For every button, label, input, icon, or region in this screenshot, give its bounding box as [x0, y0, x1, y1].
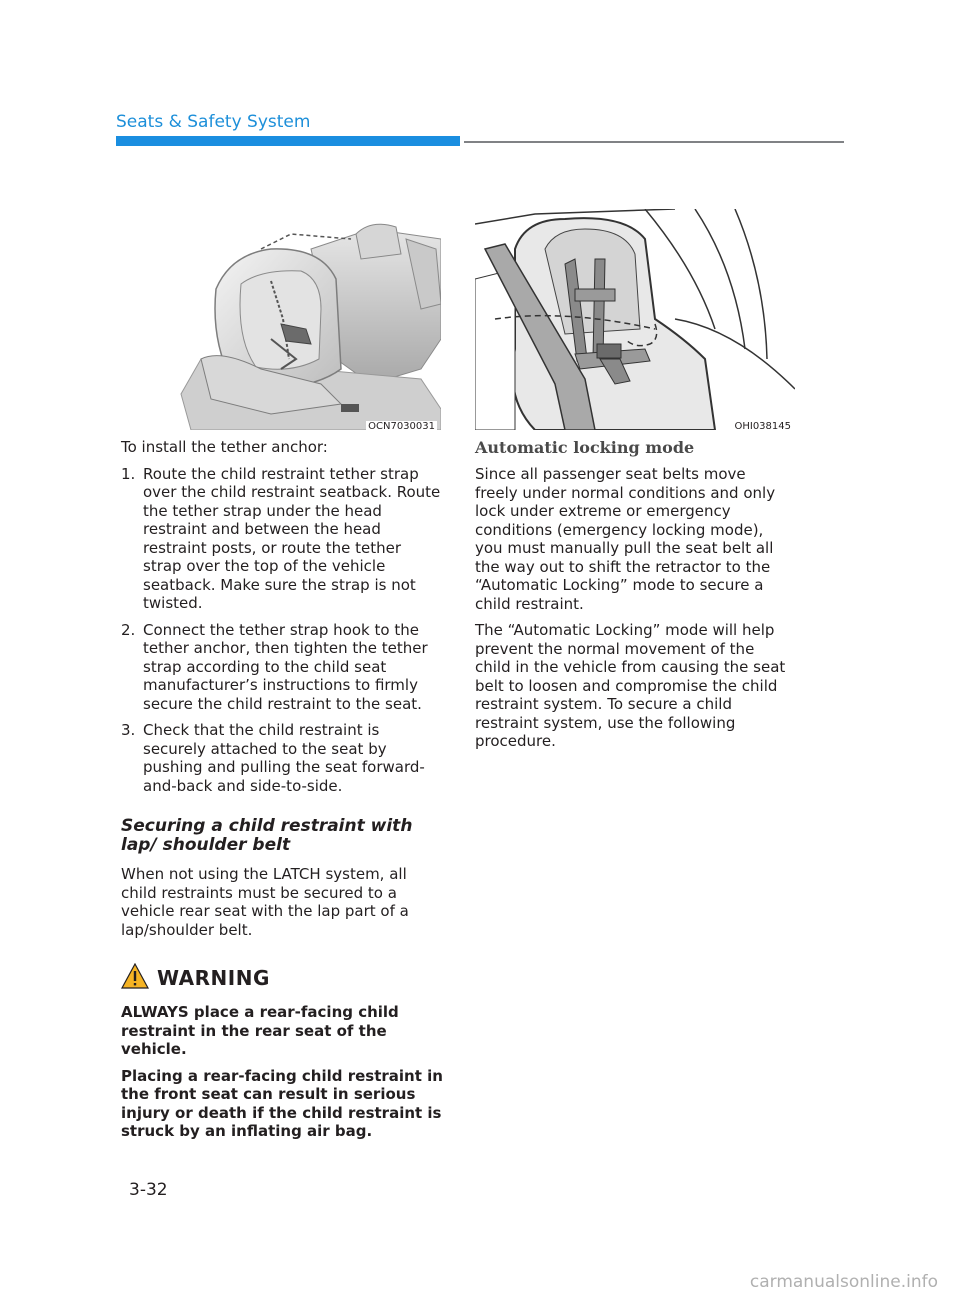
- header-rule-blue: [116, 136, 460, 146]
- list-item: [121, 721, 443, 795]
- figure-code: OCN7030031: [368, 421, 435, 432]
- header-rule-gray: [464, 141, 844, 143]
- warning-line: Placing a rear-facing child restraint in the front seat can result in serious injury or death if the child restraint is struck by an inflating air bag.: [121, 1066, 443, 1140]
- tether-intro: To install the tether anchor:: [121, 438, 328, 456]
- page-number: 3-32: [129, 1180, 168, 1200]
- figure-tether-anchor: [121, 209, 441, 430]
- automatic-locking-heading: Automatic locking mode: [475, 438, 695, 457]
- paragraph: Since all passenger seat belts move freely under normal conditions and only lock under extreme or emergency conditions (emergency locking mode), you must manually pull the seat belt all the way out to shift the retractor to the “Automatic Locking” mode to secure a child restraint.: [475, 465, 776, 613]
- figure-code: OHI038145: [734, 421, 791, 432]
- warning-title: WARNING: [157, 966, 270, 990]
- warning-line: ALWAYS place a rear-facing child restraint in the rear seat of the vehicle.: [121, 1003, 399, 1058]
- list-item: [121, 621, 443, 714]
- child-seat-tether-illustration: [121, 209, 441, 430]
- step-text: Connect the tether strap hook to the tether anchor, then tighten the tether strap according to the child seat manufacturer’s instructions to firmly secure the child restraint to the seat.: [143, 620, 428, 713]
- tether-steps: [121, 465, 443, 796]
- step-text: Check that the child restraint is securely attached to the seat by pushing and pulling the seat forward-and-back and side-to-side.: [143, 721, 425, 795]
- warning-box: [121, 963, 443, 1141]
- figure-automatic-locking: [475, 209, 795, 430]
- step-number: 2.: [121, 620, 136, 639]
- watermark: carmanualsonline.info: [749, 1272, 938, 1292]
- paragraph: The “Automatic Locking” mode will help prevent the normal movement of the child in the vehicle from causing the seat belt to loosen and compromise the child restraint system. To secure a child restraint system, use the following procedure.: [475, 621, 786, 750]
- step-number: 3.: [121, 721, 136, 739]
- lap-belt-body: When not using the LATCH system, all child restraints must be secured to a vehicle rear seat with the lap part of a lap/shoulder belt.: [121, 865, 409, 939]
- warning-triangle-icon: [121, 963, 149, 993]
- left-column: [121, 438, 443, 1149]
- step-number: 1.: [121, 464, 136, 483]
- lap-belt-heading: Securing a child restraint with lap/ shoulder belt: [121, 816, 413, 855]
- list-item: [121, 465, 443, 613]
- warning-header: [121, 963, 443, 993]
- right-column: [475, 438, 793, 759]
- section-title: Seats & Safety System: [116, 112, 311, 132]
- step-text: Route the child restraint tether strap over the child restraint seatback. Route the tether strap under the head restraint and between the head restraint posts, or route the tether strap over the top of the vehicle seatback. Make sure the strap is not twisted.: [143, 464, 441, 612]
- seat-belt-locking-illustration: [475, 209, 795, 430]
